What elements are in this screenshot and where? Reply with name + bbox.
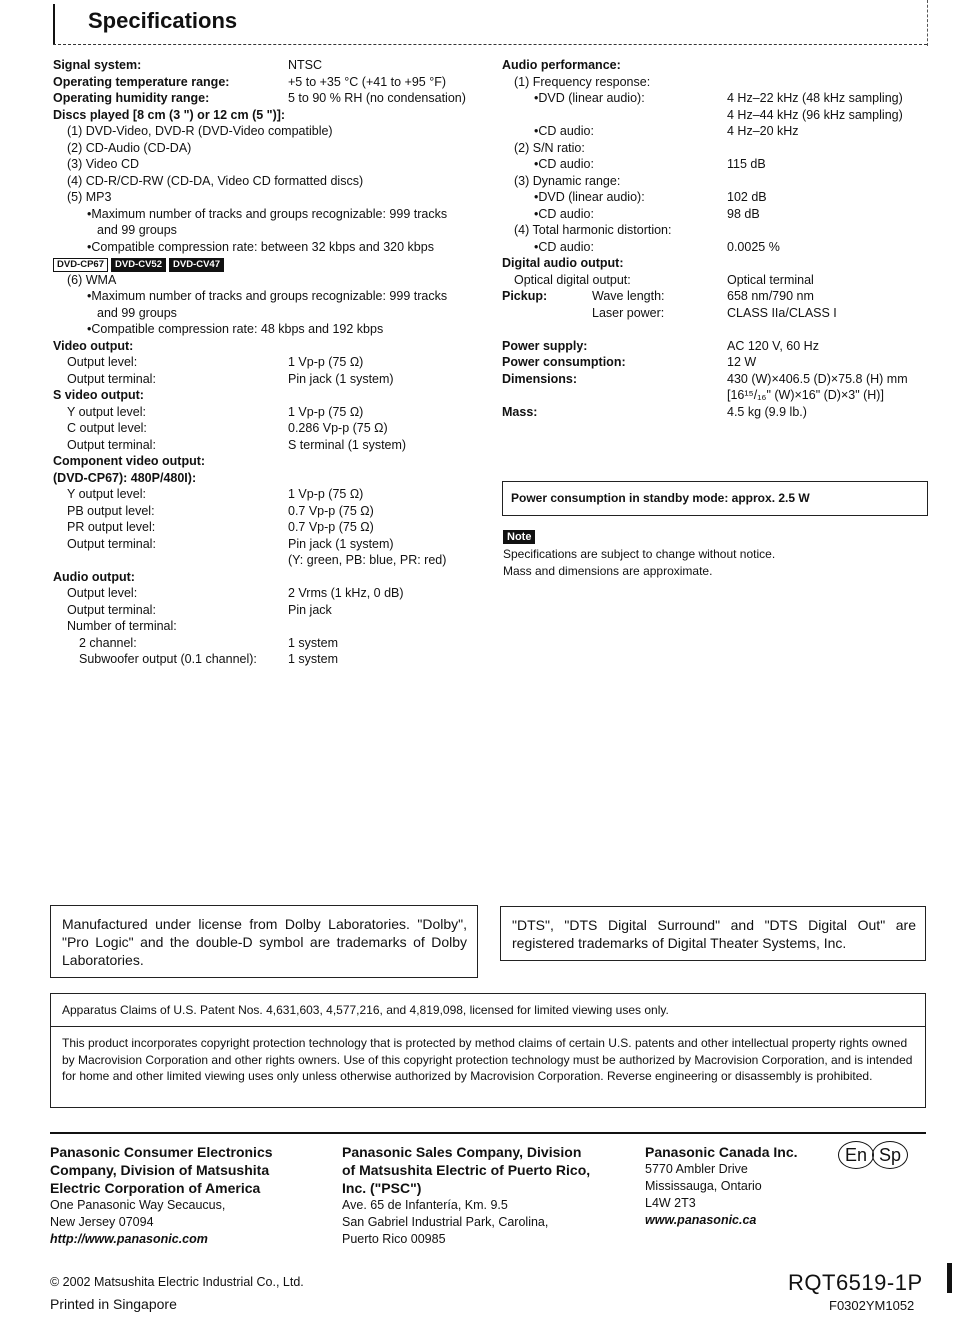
spec-right-column	[502, 57, 932, 420]
spec-label: (3) Video CD	[67, 157, 140, 171]
spec-label: (5) MP3	[67, 190, 112, 204]
spec-value: 1 Vp-p (75 Ω)	[288, 404, 364, 419]
spec-row	[53, 189, 483, 206]
spec-value: 4.5 kg (9.9 lb.)	[727, 404, 807, 419]
spec-label: (6) WMA	[67, 272, 117, 287]
company-address-line: One Panasonic Way Secaucus,	[50, 1198, 226, 1212]
note-line-2: Mass and dimensions are approximate.	[503, 563, 713, 578]
spec-label: (1) Frequency response:	[514, 74, 651, 89]
spec-row	[53, 305, 483, 322]
spec-row	[53, 338, 483, 355]
spec-row	[53, 387, 483, 404]
spec-label: •CD audio:	[534, 124, 594, 138]
spec-label: Output terminal:	[67, 437, 156, 452]
spec-label: •CD audio:	[534, 239, 594, 254]
spec-label: Output level:	[67, 586, 138, 600]
model-tag: DVD-CV47	[169, 258, 224, 272]
spec-row	[53, 222, 483, 239]
spec-value: NTSC	[288, 58, 323, 72]
company-name: Panasonic Consumer Electronics Company, Division of Matsushita Electric Corporation of America	[50, 1144, 273, 1196]
spec-value: Pin jack	[288, 602, 332, 617]
spec-row	[53, 453, 483, 470]
spec-label: Output level:	[67, 355, 138, 369]
spec-row	[53, 123, 483, 140]
spec-row	[53, 404, 483, 421]
spec-row	[53, 371, 483, 388]
spec-value: AC 120 V, 60 Hz	[727, 338, 819, 353]
spec-label: Power supply:	[502, 338, 588, 353]
spec-value: Pin jack (1 system)	[288, 371, 394, 386]
standby-text: Power consumption in standby mode: approx. 2.5 W	[511, 491, 810, 505]
spec-row	[53, 272, 483, 289]
company-url[interactable]: www.panasonic.ca	[645, 1213, 757, 1227]
spec-label: Pickup:	[502, 289, 548, 303]
spec-value: 658 nm/790 nm	[727, 289, 814, 303]
spec-row	[502, 123, 932, 140]
spec-row	[53, 552, 483, 569]
spec-left-column	[53, 57, 483, 668]
spec-label: and 99 groups	[97, 223, 177, 237]
spec-row	[502, 74, 932, 91]
spec-label: Operating temperature range:	[53, 74, 230, 89]
model-tag: DVD-CV52	[111, 258, 166, 272]
spec-row	[53, 354, 483, 371]
language-badges	[840, 1141, 908, 1169]
company-address-line: 5770 Ambler Drive	[645, 1162, 748, 1176]
spec-label: •Compatible compression rate: between 32 kbps and 320 kbps	[87, 239, 434, 254]
spec-row	[53, 569, 483, 586]
spec-row	[53, 618, 483, 635]
spec-value: 2 Vrms (1 kHz, 0 dB)	[288, 586, 404, 600]
spec-value: 0.0025 %	[727, 239, 780, 254]
standby-box	[502, 481, 928, 516]
spec-row	[53, 255, 483, 272]
spec-value: 4 Hz–44 kHz (96 kHz sampling)	[727, 107, 903, 122]
copyright: © 2002 Matsushita Electric Industrial Co., Ltd.	[50, 1275, 304, 1289]
company-address-line: New Jersey 07094	[50, 1215, 154, 1229]
spec-value: +5 to +35 °C (+41 to +95 °F)	[288, 74, 447, 89]
spec-row	[502, 338, 932, 355]
spec-label: PR output level:	[67, 520, 156, 534]
spec-label: •CD audio:	[534, 206, 594, 221]
spec-label: (DVD-CP67): 480P/480I):	[53, 470, 197, 485]
spec-label: Audio output:	[53, 569, 135, 584]
company-usa	[50, 1143, 300, 1248]
spec-label: S video output:	[53, 388, 144, 402]
spec-row	[53, 470, 483, 487]
title-bar	[53, 4, 55, 44]
spec-row	[502, 206, 932, 223]
dolby-box	[50, 905, 478, 978]
spec-row	[53, 288, 483, 305]
spec-row	[53, 437, 483, 454]
spec-label: Signal system:	[53, 58, 142, 72]
spec-label: Y output level:	[67, 487, 146, 501]
printed-in: Printed in Singapore	[50, 1296, 177, 1312]
spec-value: Optical terminal	[727, 272, 814, 287]
spec-row	[502, 189, 932, 206]
spec-row	[502, 305, 932, 322]
spec-value: 1 Vp-p (75 Ω)	[288, 487, 364, 501]
company-name: Panasonic Canada Inc.	[645, 1144, 798, 1160]
spec-value: 0.7 Vp-p (75 Ω)	[288, 503, 374, 518]
spec-value: Pin jack (1 system)	[288, 536, 394, 551]
spec-label: Power consumption:	[502, 355, 626, 369]
spec-row	[53, 585, 483, 602]
spec-value: S terminal (1 system)	[288, 437, 407, 452]
print-code: F0302YM1052	[829, 1298, 915, 1313]
spec-row	[53, 90, 483, 107]
spec-label: Number of terminal:	[67, 619, 177, 633]
spec-row	[53, 74, 483, 91]
spec-row	[502, 321, 932, 338]
spec-label: •DVD (linear audio):	[534, 190, 645, 204]
model-tag: DVD-CP67	[53, 258, 108, 272]
header-right-tick	[927, 0, 929, 46]
spec-row	[502, 387, 932, 404]
spec-row	[53, 156, 483, 173]
spec-value: 430 (W)×406.5 (D)×75.8 (H) mm	[727, 371, 908, 386]
spec-value: 0.286 Vp-p (75 Ω)	[288, 421, 388, 435]
spec-row	[502, 173, 932, 190]
spec-row	[53, 602, 483, 619]
spec-label: •Compatible compression rate: 48 kbps and 192 kbps	[87, 322, 384, 336]
company-address-line: Mississauga, Ontario	[645, 1179, 762, 1193]
spec-label: •CD audio:	[534, 157, 594, 171]
patent-box	[50, 993, 926, 1108]
company-url[interactable]: http://www.panasonic.com	[50, 1232, 208, 1246]
spec-value: 1 Vp-p (75 Ω)	[288, 355, 364, 369]
patent-text: Apparatus Claims of U.S. Patent Nos. 4,631,603, 4,577,216, and 4,819,098, licensed for limited viewing uses only.	[62, 1003, 669, 1017]
spec-label: Output terminal:	[67, 536, 156, 551]
spec-row	[502, 288, 932, 305]
spec-label: •Maximum number of tracks and groups recognizable: 999 tracks	[87, 206, 448, 221]
patent-divider	[51, 1026, 925, 1027]
spec-row	[502, 140, 932, 157]
spec-value: 102 dB	[727, 190, 767, 204]
language-badge-en: En	[838, 1141, 874, 1169]
spec-row	[502, 371, 932, 388]
spec-row	[502, 255, 932, 272]
model-number: RQT6519-1P	[788, 1270, 923, 1295]
spec-sublabel: Wave length:	[592, 289, 665, 303]
dts-box	[500, 906, 926, 961]
note-line-1: Specifications are subject to change without notice.	[503, 547, 776, 561]
spec-value: CLASS IIa/CLASS I	[727, 305, 837, 320]
spec-value: 4 Hz–20 kHz	[727, 124, 799, 138]
company-address-line: Puerto Rico 00985	[342, 1232, 446, 1246]
spec-row	[53, 651, 483, 668]
spec-value: 1 system	[288, 635, 339, 650]
spec-label: •DVD (linear audio):	[534, 91, 645, 105]
company-address-line: L4W 2T3	[645, 1196, 696, 1210]
spec-row	[502, 239, 932, 256]
spec-label: (2) S/N ratio:	[514, 140, 585, 155]
spec-row	[502, 272, 932, 289]
spec-sublabel: Laser power:	[592, 305, 665, 320]
spec-row	[502, 156, 932, 173]
spec-row	[502, 404, 932, 421]
spec-label: Component video output:	[53, 454, 206, 468]
spec-label: •Maximum number of tracks and groups recognizable: 999 tracks	[87, 289, 448, 303]
spec-value: 115 dB	[727, 157, 766, 171]
spec-label: (4) Total harmonic distortion:	[514, 223, 672, 237]
spec-row	[502, 107, 932, 124]
spec-label: Subwoofer output (0.1 channel):	[79, 652, 257, 666]
spec-label: Audio performance:	[502, 58, 621, 72]
spec-row	[53, 486, 483, 503]
spec-row	[53, 536, 483, 553]
spec-label: (4) CD-R/CD-RW (CD-DA, Video CD formatted discs)	[67, 173, 364, 188]
page-title: Specifications	[88, 8, 238, 33]
spec-label: 2 channel:	[79, 635, 137, 650]
language-badge-sp: Sp	[872, 1141, 908, 1169]
company-canada	[645, 1143, 845, 1229]
spec-label: Digital audio output:	[502, 256, 624, 270]
company-address-line: Ave. 65 de Infantería, Km. 9.5	[342, 1198, 508, 1212]
title-rule	[53, 44, 927, 45]
spec-label: Y output level:	[67, 404, 146, 419]
spec-row	[53, 57, 483, 74]
company-puerto-rico	[342, 1143, 592, 1248]
spec-row	[53, 420, 483, 437]
spec-row	[502, 222, 932, 239]
spec-value: 4 Hz–22 kHz (48 kHz sampling)	[727, 91, 903, 105]
spec-label: Video output:	[53, 338, 134, 353]
spec-row	[502, 90, 932, 107]
spec-value: 12 W	[727, 355, 757, 369]
spec-label: Output terminal:	[67, 371, 156, 386]
dolby-text: Manufactured under license from Dolby Laboratories. "Dolby", "Pro Logic" and the double-D symbol are trademarks of Dolby Laboratories.	[62, 916, 467, 968]
spec-value: 5 to 90 % RH (no condensation)	[288, 91, 466, 105]
spec-value: (Y: green, PB: blue, PR: red)	[288, 553, 447, 567]
company-address-line: San Gabriel Industrial Park, Carolina,	[342, 1215, 549, 1229]
spec-row	[53, 321, 483, 338]
spec-row	[53, 206, 483, 223]
spec-label: PB output level:	[67, 503, 155, 518]
note-section	[503, 529, 775, 579]
spec-row	[53, 239, 483, 256]
spec-label: Operating humidity range:	[53, 91, 210, 105]
spec-row	[53, 503, 483, 520]
spec-label: Mass:	[502, 404, 538, 419]
spec-label: Discs played [8 cm (3 ") or 12 cm (5 ")]:	[53, 107, 286, 122]
company-name: Panasonic Sales Company, Division of Matsushita Electric of Puerto Rico, Inc. ("PSC")	[342, 1144, 591, 1196]
spec-label: (1) DVD-Video, DVD-R (DVD-Video compatible)	[67, 124, 333, 138]
spec-label: and 99 groups	[97, 305, 177, 320]
company-rule	[50, 1132, 926, 1134]
spec-row	[53, 519, 483, 536]
spec-value: 98 dB	[727, 206, 760, 221]
spec-value: 0.7 Vp-p (75 Ω)	[288, 520, 374, 534]
spec-value: 1 system	[288, 652, 339, 666]
spec-label: Output terminal:	[67, 602, 156, 617]
spec-row	[53, 107, 483, 124]
spec-row	[53, 140, 483, 157]
spec-label: Optical digital output:	[514, 272, 631, 287]
spec-row	[53, 635, 483, 652]
spec-row	[502, 57, 932, 74]
edge-bar	[947, 1263, 952, 1293]
spec-label: Dimensions:	[502, 371, 578, 386]
spec-value: [16¹⁵/₁₆" (W)×16" (D)×3" (H)]	[727, 388, 884, 402]
spec-row	[502, 354, 932, 371]
note-badge: Note	[503, 530, 535, 544]
spec-label: (2) CD-Audio (CD-DA)	[67, 140, 192, 155]
macrovision-text: This product incorporates copyright protection technology that is protected by method claims of certain U.S. patents and other intellectual property rights owned by Macrovision Corporation and other rights owners. Use of this copyright protection technology must be authorized by Macrovision Corporation, and is intended for home and other limited viewing uses only unless otherwise authorized by Macrovision Corporation. Reverse engineering or disassembly is prohibited.	[62, 1036, 913, 1083]
spec-row	[53, 173, 483, 190]
spec-label: C output level:	[67, 421, 147, 435]
spec-label: (3) Dynamic range:	[514, 173, 621, 188]
dts-text: "DTS", "DTS Digital Surround" and "DTS Digital Out" are registered trademarks of Digital Theater Systems, Inc.	[512, 917, 916, 951]
